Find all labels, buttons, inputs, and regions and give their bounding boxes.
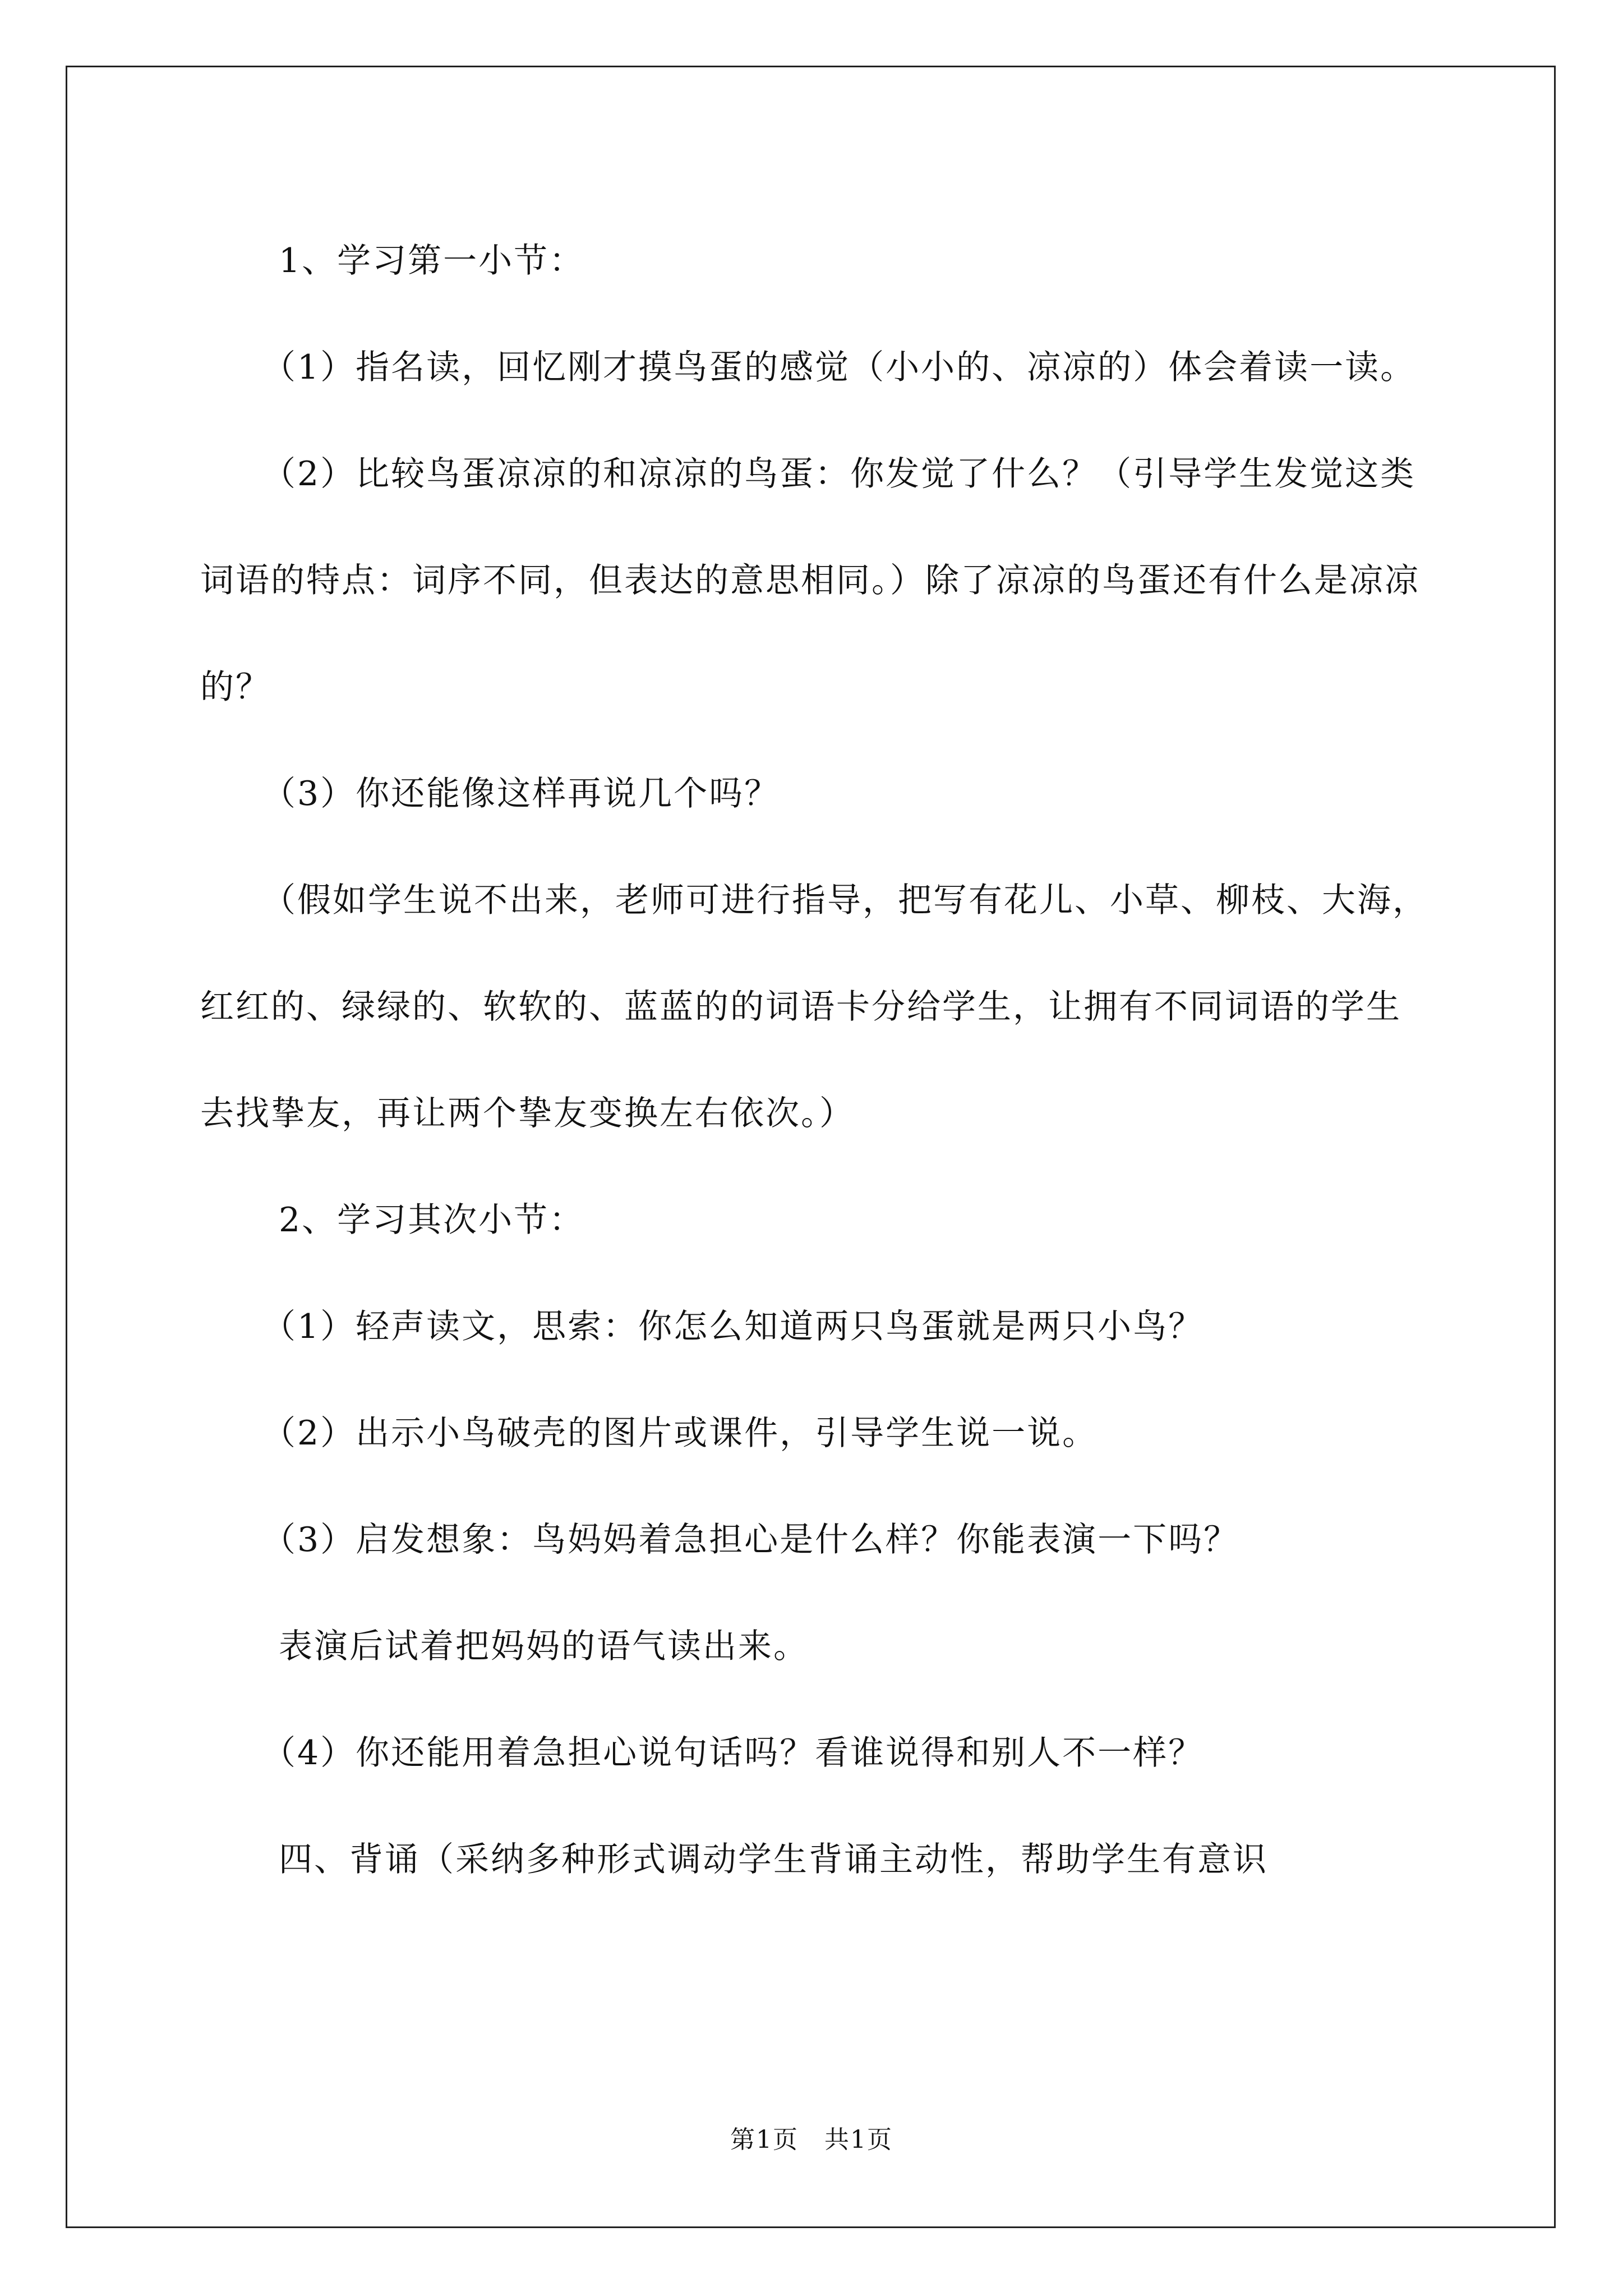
paragraph-6: 2、学习其次小节： — [279, 1200, 585, 1240]
document-body — [200, 208, 1434, 1913]
paragraph-4: （3）你还能像这样再说几个吗？ — [262, 774, 780, 813]
paragraph-9: （3）启发想象：鸟妈妈着急担心是什么样？你能表演一下吗？ — [262, 1520, 1239, 1559]
paragraph-2: （1）指名读，回忆刚才摸鸟蛋的感觉（小小的、凉凉的）体会着读一读。 — [262, 348, 1416, 387]
paragraph-12: 四、背诵（采纳多种形式调动学生背诵主动性，帮助学生有意识 — [279, 1840, 1268, 1879]
paragraph-11: （4）你还能用着急担心说句话吗？看谁说得和别人不一样？ — [262, 1733, 1204, 1773]
paragraph-7: （1）轻声读文，思索：你怎么知道两只鸟蛋就是两只小鸟？ — [262, 1307, 1204, 1346]
paragraph-8: （2）出示小鸟破壳的图片或课件，引导学生说一说。 — [262, 1414, 1098, 1453]
paragraph-3: （2）比较鸟蛋凉凉的和凉凉的鸟蛋：你发觉了什么？（引导学生发觉这类词语的特点：词序不同，但表达的意思相同。）除了凉凉的鸟蛋还有什么是凉凉的？ — [200, 454, 1420, 707]
page-footer: 第1页 共1页 — [730, 2125, 893, 2154]
paragraph-10: 表演后试着把妈妈的语气读出来。 — [279, 1627, 809, 1666]
paragraph-5: （假如学生说不出来，老师可进行指导，把写有花儿、小草、柳枝、大海，红红的、绿绿的、软软的、蓝蓝的的词语卡分给学生，让拥有不同词语的学生去找挚友，再让两个挚友变换左右依次。） — [200, 881, 1428, 1133]
paragraph-1: 1、学习第一小节： — [279, 241, 585, 280]
